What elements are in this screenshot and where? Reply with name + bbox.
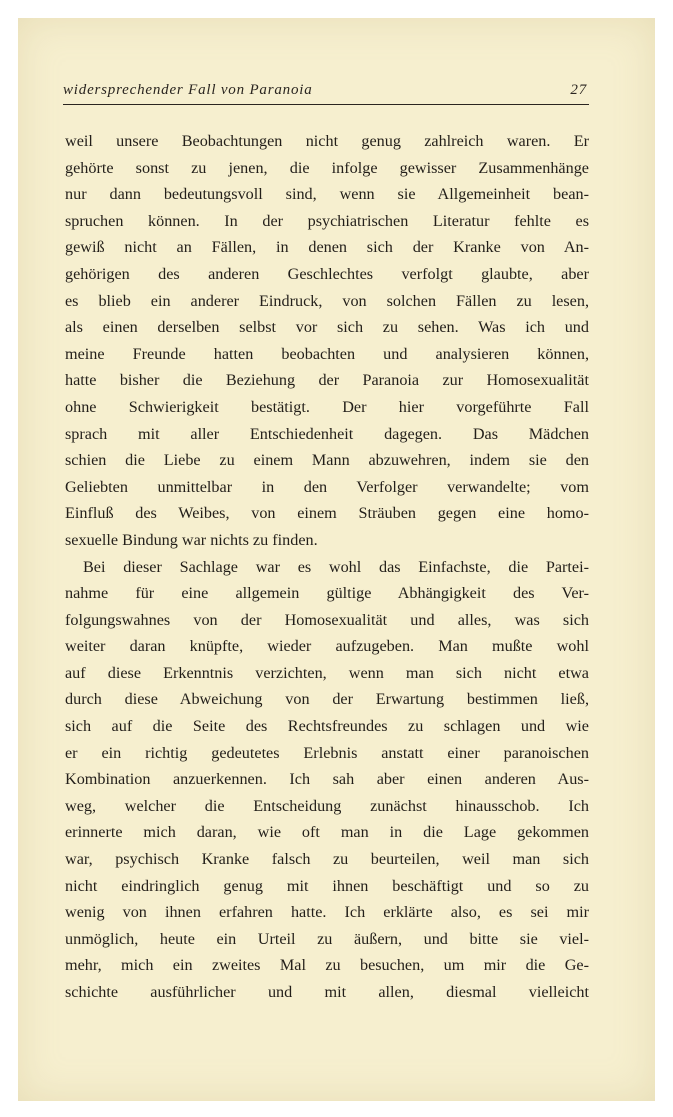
text-line: auf diese Erkenntnis verzichten, wenn man sich nicht etwa [65,663,589,682]
text-line: er ein richtig gedeutetes Erlebnis anstatt einer paranoischen [65,743,589,762]
text-line: mehr, mich ein zweites Mal zu besuchen, um mir die Ge- [65,956,589,975]
text-line: folgungswahnes von der Homosexualität und alles, was sich [65,610,589,629]
text-line: erinnerte mich daran, wie oft man in die Lage gekommen [65,823,589,842]
text-line: schien die Liebe zu einem Mann abzuwehren, indem sie den [65,451,589,470]
paragraph-end-line: sexuelle Bindung war nichts zu finden. [65,530,318,549]
text-line: Geliebten unmittelbar in den Verfolger verwandelte; vom [65,477,589,496]
text-line: nicht eindringlich genug mit ihnen beschäftigt und so zu [65,876,589,895]
running-head-title: widersprechender Fall von Paranoia [63,82,313,98]
text-line: weiter daran knüpfte, wieder aufzugeben. Man mußte wohl [65,637,589,656]
text-line: spruchen können. In der psychiatrischen Literatur fehlte es [65,211,589,230]
paragraph-start-line: Bei dieser Sachlage war es wohl das Einfachste, die Partei- [83,557,589,576]
text-line: unmöglich, heute ein Urteil zu äußern, und bitte sie viel- [65,929,589,948]
text-line: gehörigen des anderen Geschlechtes verfolgt glaubte, aber [65,264,589,283]
text-line: gewiß nicht an Fällen, in denen sich der Kranke von An- [65,238,589,257]
body-text [65,128,589,1006]
text-line: Einfluß des Weibes, von einem Sträuben gegen eine homo- [65,504,589,523]
text-line: als einen derselben selbst vor sich zu sehen. Was ich und [65,318,589,337]
text-line: hatte bisher die Beziehung der Paranoia zur Homosexualität [65,371,589,390]
text-line: nur dann bedeutungsvoll sind, wenn sie Allgemeinheit bean- [65,185,589,204]
text-line: ohne Schwierigkeit bestätigt. Der hier vorgeführte Fall [65,397,589,416]
text-line: war, psychisch Kranke falsch zu beurteilen, weil man sich [65,850,589,869]
text-line: wenig von ihnen erfahren hatte. Ich erklärte also, es sei mir [65,903,589,922]
text-line: Kombination anzuerkennen. Ich sah aber einen anderen Aus- [65,770,589,789]
text-line: gehörte sonst zu jenen, die infolge gewisser Zusammenhänge [65,158,589,177]
text-line: weg, welcher die Entscheidung zunächst hinausschob. Ich [65,796,589,815]
text-line: durch diese Abweichung von der Erwartung bestimmen ließ, [65,690,589,709]
text-line: sich auf die Seite des Rechtsfreundes zu schlagen und wie [65,717,589,736]
text-line: sprach mit aller Entschiedenheit dagegen. Das Mädchen [65,424,589,443]
text-line: meine Freunde hatten beobachten und analysieren können, [65,344,589,363]
text-line: es blieb ein anderer Eindruck, von solchen Fällen zu lesen, [65,291,589,310]
text-line: weil unsere Beobachtungen nicht genug zahlreich waren. Er [65,132,589,150]
running-head [63,80,589,105]
page-number: 27 [570,82,587,98]
text-line: schichte ausführlicher und mit allen, diesmal vielleicht [65,983,589,1001]
text-line: nahme für eine allgemein gültige Abhängigkeit des Ver- [65,584,589,603]
